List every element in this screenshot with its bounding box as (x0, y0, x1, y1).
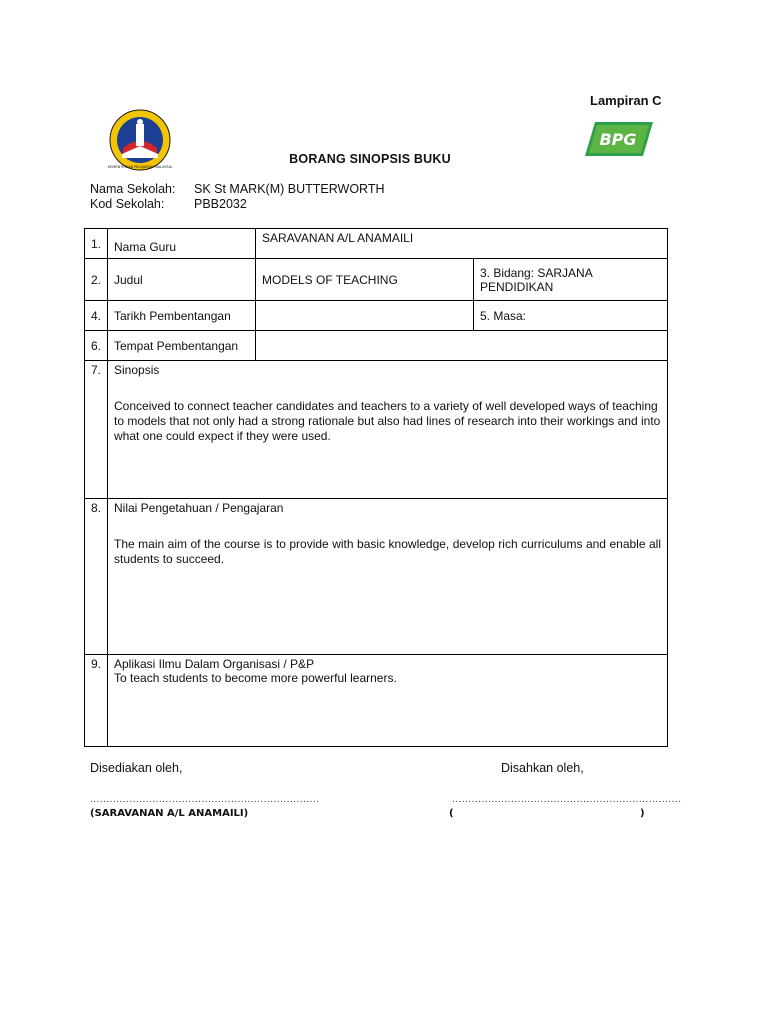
row-synopsis (85, 361, 668, 499)
knowledge-value-label: Nilai Pengetahuan / Pengajaran (114, 501, 284, 515)
title-value: MODELS OF TEACHING (256, 259, 474, 301)
presentation-place-value (256, 331, 668, 361)
row-number: 1. (85, 229, 108, 259)
prepared-by-name: (SARAVANAN A/L ANAMAILI) (90, 808, 249, 819)
application-label: Aplikasi Ilmu Dalam Organisasi / P&P (114, 657, 315, 671)
row-knowledge-value (85, 499, 668, 655)
teacher-name-value: SARAVANAN A/L ANAMAILI (256, 229, 668, 259)
synopsis-form-table (84, 228, 668, 747)
prepared-by-label: Disediakan oleh, (90, 761, 183, 775)
synopsis-text: Conceived to connect teacher candidates and teachers to a variety of well developed ways of teaching to models that not only had a strong rationale but also had lines of research into their workings and into what one could expect if they were used. (114, 399, 661, 443)
presentation-date-label: Tarikh Pembentangan (108, 301, 256, 331)
knowledge-value-cell (108, 499, 668, 655)
row-application (85, 655, 668, 747)
row-number: 9. (85, 655, 108, 747)
approved-by-open-paren: ( (449, 808, 454, 819)
synopsis-label: Sinopsis (114, 363, 160, 377)
presentation-date-value (256, 301, 474, 331)
prepared-signature-line: ...................................................................... (90, 794, 320, 805)
row-presentation-place (85, 331, 668, 361)
knowledge-value-text: The main aim of the course is to provide with basic knowledge, develop rich curriculums and enable all students to succeed. (114, 537, 662, 566)
row-title (85, 259, 668, 301)
approved-by-close-paren: ) (640, 808, 645, 819)
school-code-value: PBB2032 (194, 197, 247, 211)
application-text: To teach students to become more powerful learners. (114, 671, 397, 685)
school-code-label: Kod Sekolah: (90, 197, 165, 211)
time-label: 5. Masa: (474, 301, 668, 331)
row-number: 7. (85, 361, 108, 499)
teacher-name-label: Nama Guru (108, 229, 256, 259)
row-number: 8. (85, 499, 108, 655)
svg-text:KEMENTERIAN PELAJARAN MALAYSIA: KEMENTERIAN PELAJARAN MALAYSIA (108, 165, 172, 169)
school-name-value: SK St MARK(M) BUTTERWORTH (194, 182, 385, 196)
row-number: 6. (85, 331, 108, 361)
row-number: 4. (85, 301, 108, 331)
field-value: 3. Bidang: SARJANA PENDIDIKAN (474, 259, 668, 301)
application-cell (108, 655, 668, 747)
svg-text:BPG: BPG (599, 130, 637, 149)
title-label: Judul (108, 259, 256, 301)
row-number: 2. (85, 259, 108, 301)
presentation-place-label: Tempat Pembentangan (108, 331, 256, 361)
form-title: BORANG SINOPSIS BUKU (289, 152, 451, 166)
lampiran-label: Lampiran C (590, 93, 662, 108)
approved-signature-line: ...................................................................... (452, 794, 682, 805)
row-teacher-name (85, 229, 668, 259)
school-code-line (90, 197, 247, 211)
row-presentation-date (85, 301, 668, 331)
school-name-label: Nama Sekolah: (90, 182, 176, 196)
school-name-line (90, 182, 385, 196)
approved-by-label: Disahkan oleh, (501, 761, 584, 775)
synopsis-cell (108, 361, 668, 499)
